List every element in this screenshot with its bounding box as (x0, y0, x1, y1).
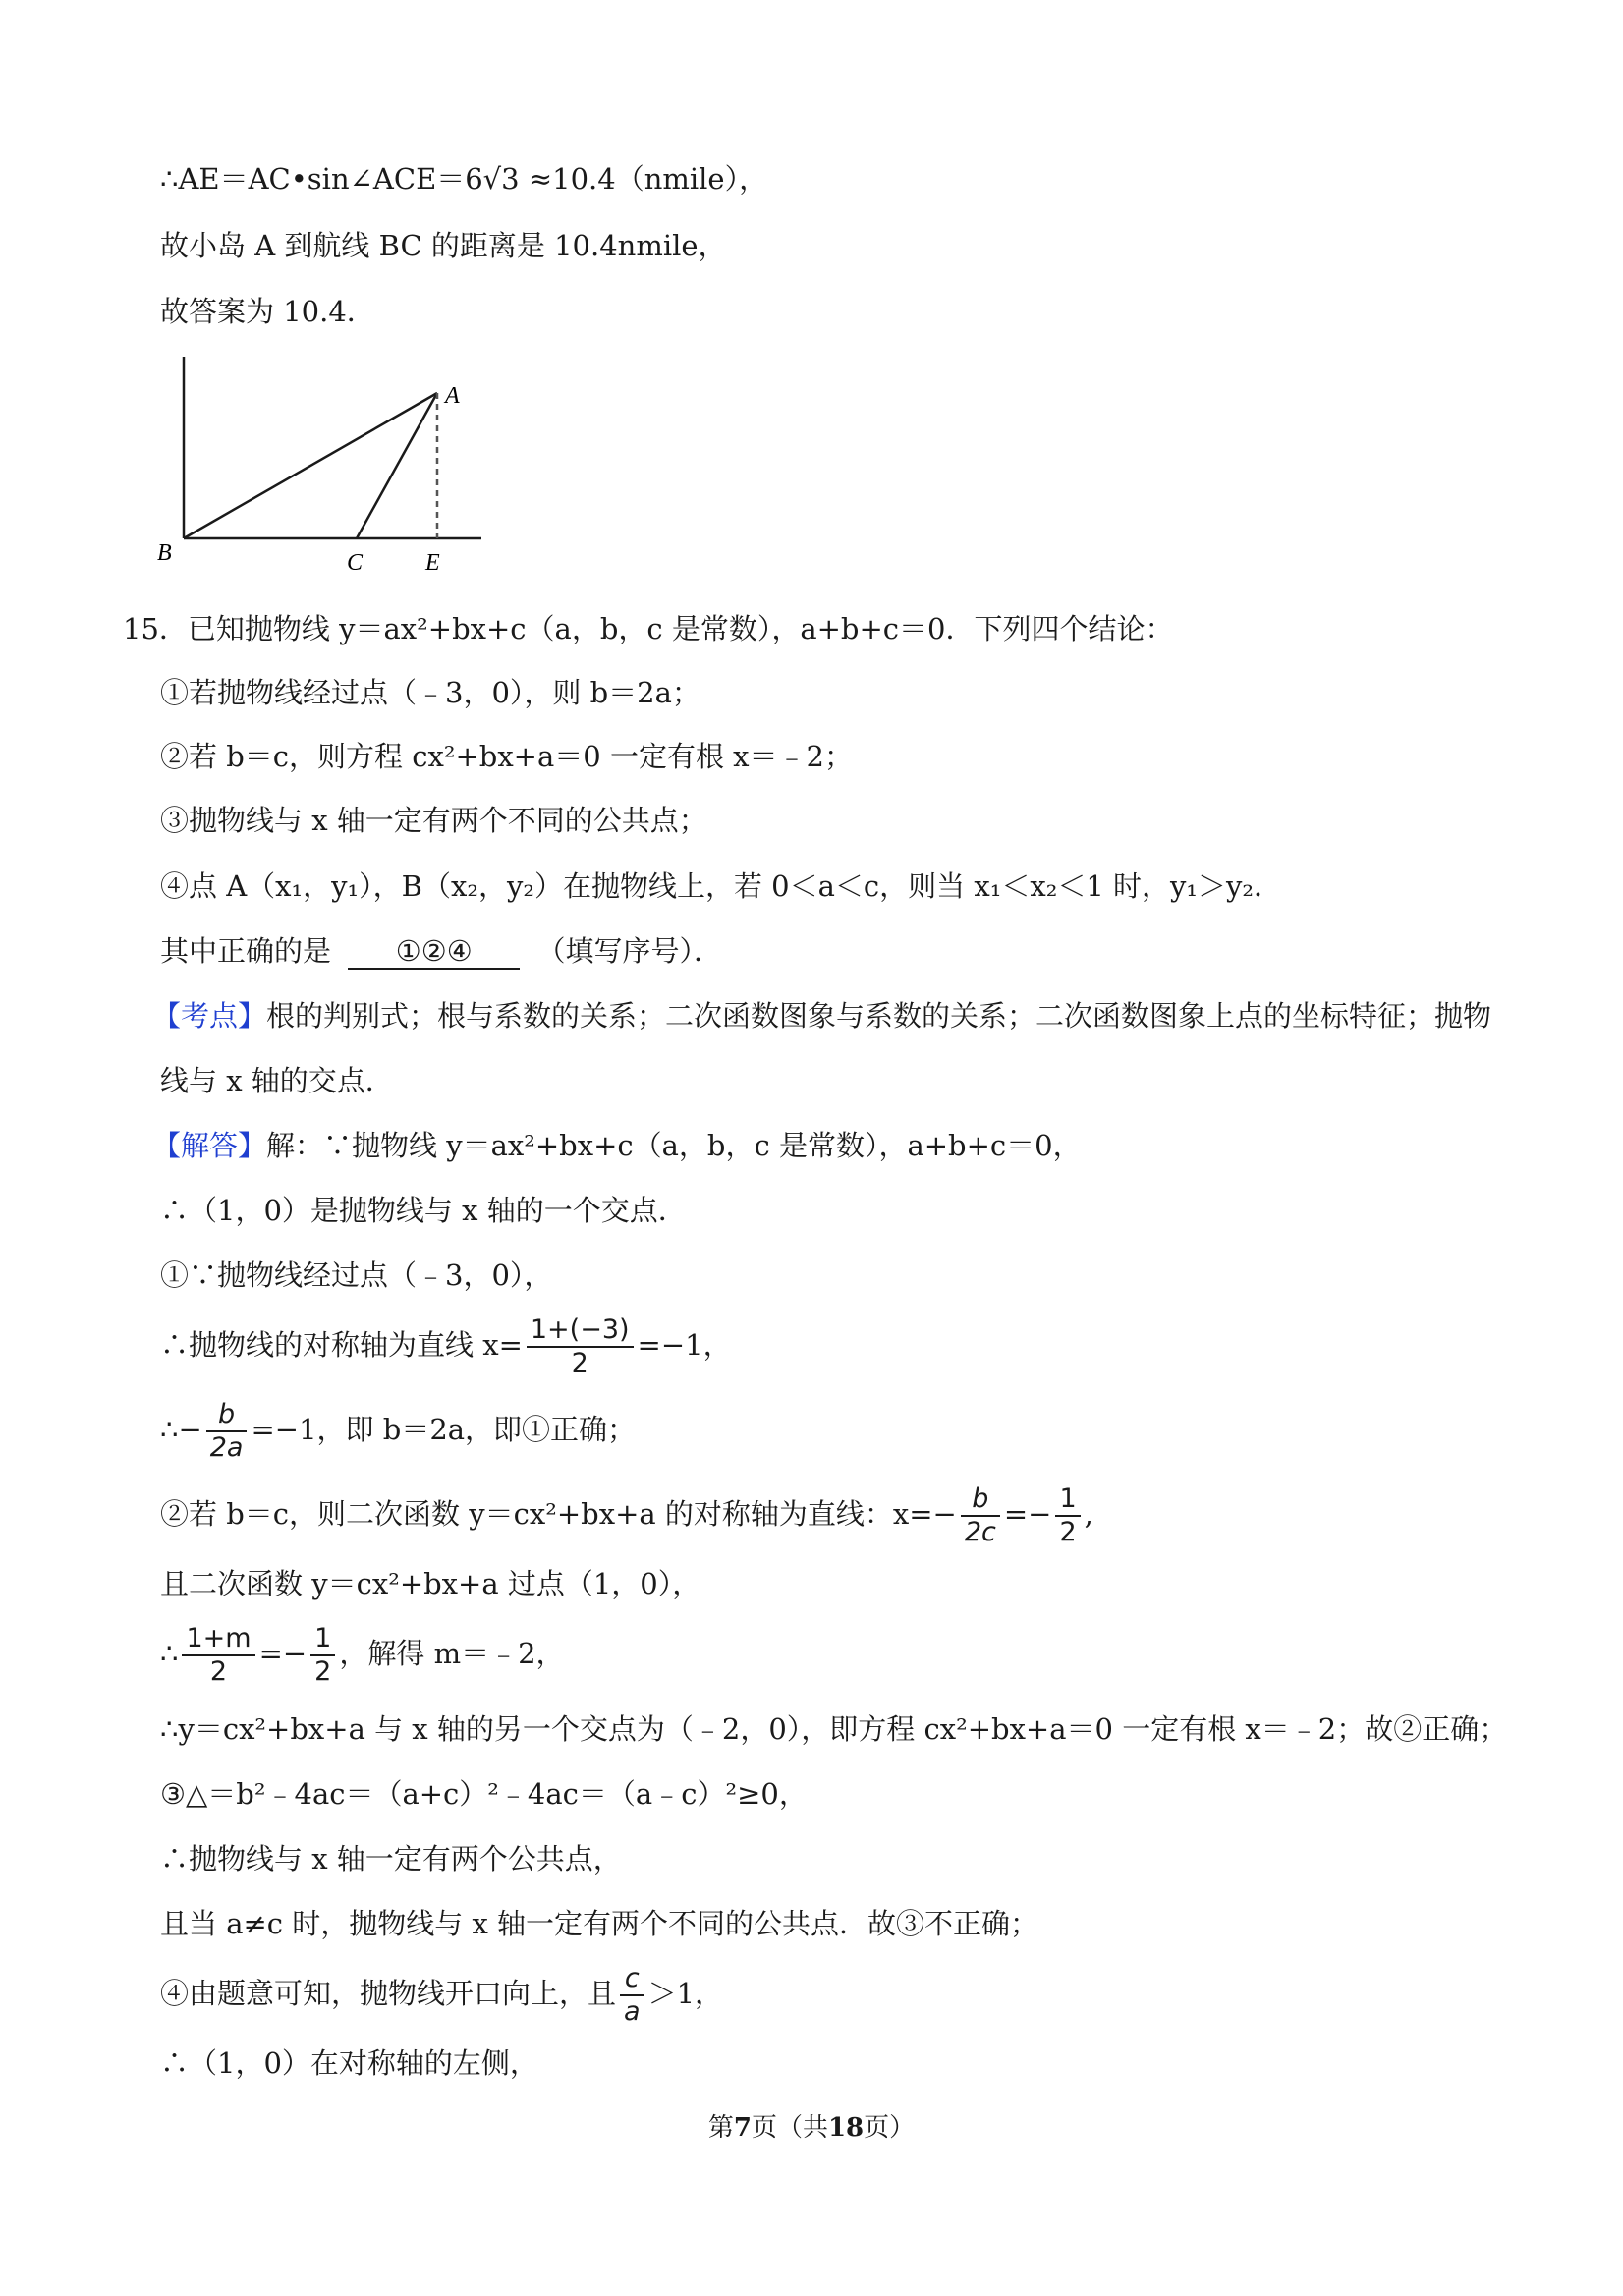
solution-step-1: ∴（1，0）是抛物线与 x 轴的一个交点． (160, 1194, 687, 1227)
fraction-b-2c (961, 1484, 1000, 1548)
fraction-denominator: a (624, 1996, 641, 2027)
fraction-numerator: c (620, 1963, 644, 1996)
fraction-denominator: 2 (571, 1348, 588, 1378)
text-line-ae: ∴AE＝AC•sin∠ACE＝6√3 ≈10.4（nmile）， (160, 162, 768, 196)
solution-step-3 (160, 1315, 732, 1379)
conclusion-4: ④点 A（x₁，y₁），B（x₂，y₂）在抛物线上，若 0＜a＜c，则当 x₁＜x₂＜1 时，y₁＞y₂． (160, 869, 1283, 903)
step5-tail: , (1084, 1497, 1093, 1531)
solution-step-2: ①∵抛物线经过点（﹣3，0）， (160, 1259, 553, 1292)
label-a: A (445, 383, 460, 409)
fraction-denominator: 2c (964, 1517, 996, 1547)
fraction-denominator: 2 (209, 1656, 228, 1687)
step12-text: ④由题意可知，抛物线开口向上，且 (160, 1977, 617, 2010)
fraction-denominator: 2a (209, 1432, 244, 1463)
fraction-numerator: 1+(−3) (527, 1315, 634, 1348)
fraction-one-half (310, 1623, 335, 1688)
solution-step-9: ③△＝b²﹣4ac＝（a+c）²﹣4ac＝（a﹣c）²≥0， (160, 1777, 808, 1811)
kaodian-line (152, 996, 1491, 1036)
solution-step-7 (160, 1623, 565, 1688)
jieda-text: 解：∵抛物线 y＝ax²+bx+c（a，b，c 是常数），a+b+c＝0， (266, 1129, 1082, 1162)
step4-text: ∴− (160, 1413, 202, 1446)
fraction-denominator: 2 (314, 1656, 332, 1687)
conclusion-1: ①若抛物线经过点（﹣3，0），则 b＝2a； (160, 676, 700, 709)
fraction-c-a (620, 1963, 644, 2028)
kaodian-line-2: 线与 x 轴的交点． (160, 1064, 394, 1097)
geometry-figure (147, 349, 491, 585)
footer-prefix: 第 (707, 2113, 734, 2143)
solution-step-11: 且当 a≠c 时，抛物线与 x 轴一定有两个不同的公共点．故③不正确； (160, 1907, 1039, 1940)
label-c: C (347, 550, 364, 576)
text-line-answer: 故答案为 10.4． (160, 295, 375, 328)
step7-text: ∴ (160, 1637, 179, 1670)
step5-mid: =− (1003, 1497, 1052, 1531)
conclusion-2: ②若 b＝c，则方程 cx²+bx+a＝0 一定有根 x＝﹣2； (160, 740, 853, 773)
solution-step-8: ∴y＝cx²+bx+a 与 x 轴的另一个交点为（﹣2，0），即方程 cx²+bx+a＝0 一定有根 x＝﹣2；故②正确； (160, 1712, 1508, 1746)
solution-step-6: 且二次函数 y＝cx²+bx+a 过点（1，0）， (160, 1567, 701, 1600)
jieda-tag: 【解答】 (152, 1129, 267, 1162)
fraction-numerator: b (961, 1484, 1000, 1517)
step3-text: ∴抛物线的对称轴为直线 x= (160, 1328, 523, 1362)
answer-prefix: 其中正确的是 (160, 934, 332, 968)
label-e: E (425, 550, 440, 576)
solution-step-4 (160, 1399, 636, 1464)
fraction-numerator: b (206, 1399, 248, 1432)
fraction-numerator: 1 (1055, 1484, 1080, 1517)
page-footer (0, 2110, 1623, 2146)
solution-step-12 (160, 1963, 723, 2028)
footer-mid: 页（共 (751, 2113, 828, 2143)
text-line-distance: 故小岛 A 到航线 BC 的距离是 10.4nmile， (160, 229, 727, 262)
fraction-one-half (1055, 1484, 1080, 1548)
fraction-axis (527, 1315, 634, 1379)
answer-line (160, 931, 722, 971)
footer-total-pages: 18 (827, 2113, 865, 2143)
kaodian-text: 根的判别式；根与系数的关系；二次函数图象与系数的关系；二次函数图象上点的坐标特征；抛物 (266, 999, 1492, 1033)
footer-suffix: 页） (864, 2113, 916, 2143)
label-b: B (157, 540, 172, 566)
conclusion-3: ③抛物线与 x 轴一定有两个不同的公共点； (160, 804, 707, 837)
answer-suffix: （填写序号）． (536, 934, 722, 968)
fraction-denominator: 2 (1059, 1517, 1077, 1547)
segment-ba (184, 393, 437, 538)
step4-tail: =−1，即 b＝2a，即①正确； (251, 1413, 637, 1446)
fraction-numerator: 1 (310, 1623, 335, 1656)
question-15: 15．已知抛物线 y＝ax²+bx+c（a，b，c 是常数），a+b+c＝0．下列四个结论： (123, 612, 1174, 645)
jieda-line (152, 1126, 1082, 1165)
step12-tail: ＞1， (647, 1977, 724, 2010)
step5-text: ②若 b＝c，则二次函数 y＝cx²+bx+a 的对称轴为直线：x=− (160, 1497, 957, 1531)
solution-step-10: ∴抛物线与 x 轴一定有两个公共点， (160, 1842, 622, 1876)
fraction-numerator: 1+m (182, 1623, 254, 1656)
solution-step-5 (160, 1484, 1093, 1548)
footer-page-number: 7 (733, 2113, 752, 2143)
step7-mid: =− (258, 1637, 308, 1670)
answer-blank: ①②④ (348, 934, 520, 970)
fraction-b-2a (206, 1399, 248, 1464)
step7-tail: ，解得 m＝﹣2， (339, 1637, 565, 1670)
fraction-1m-2 (182, 1623, 254, 1688)
solution-step-13: ∴（1，0）在对称轴的左侧， (160, 2046, 538, 2080)
kaodian-tag: 【考点】 (152, 999, 267, 1033)
step3-tail: =−1， (637, 1328, 732, 1362)
